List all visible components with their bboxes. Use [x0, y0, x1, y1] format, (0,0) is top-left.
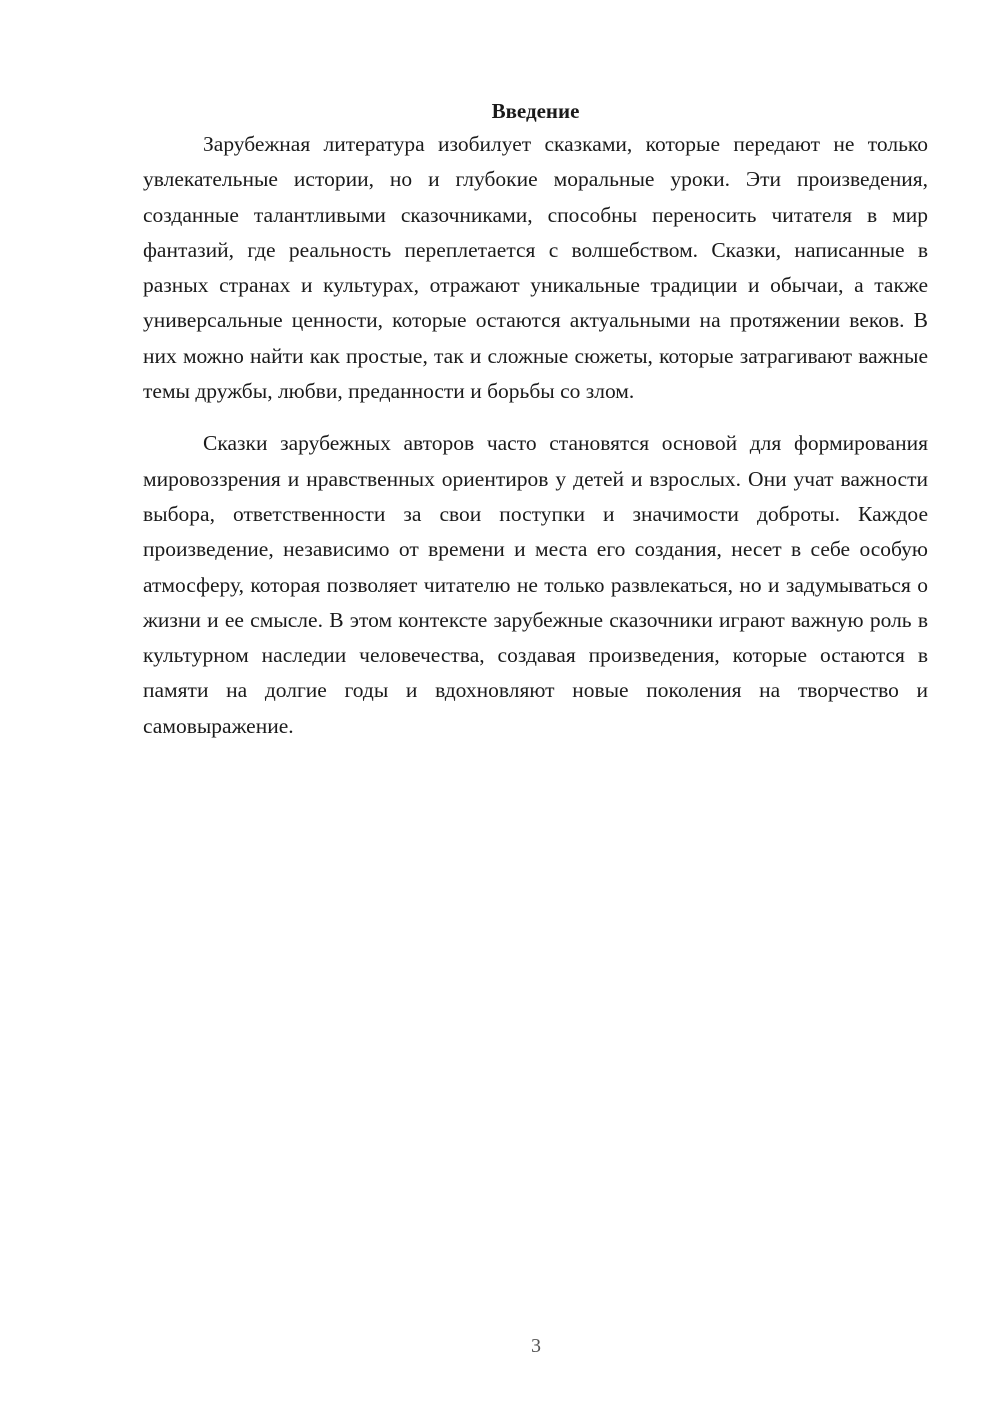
paragraph-1: Зарубежная литература изобилует сказками, которые передают не только увлекательные истории, но и глубокие моральные уроки. Эти произведения, созданные талантливыми сказочниками, способны переносить читателя в мир фантазий, где реальность переплетается с волшебством. Сказки, написанные в разных странах и культурах, отражают уникальные традиции и обычаи, а также универсальные ценности, которые остаются актуальными на протяжении веков. В них можно найти как простые, так и сложные сюжеты, которые затрагивают важные темы дружбы, любви, преданности и борьбы со злом.: [143, 132, 928, 404]
section-heading: Введение: [491, 99, 580, 123]
paragraph-2: Сказки зарубежных авторов часто становятся основой для формирования мировоззрения и нравственных ориентиров у детей и взрослых. Они учат важности выбора, ответственности за свои поступки и значимости доброты. Каждое произведение, независимо от времени и места его создания, несет в себе особую атмосферу, которая позволяет читателю не только развлекаться, но и задумываться о жизни и ее смысле. В этом контексте зарубежные сказочники играют важную роль в культурном наследии человечества, создавая произведения, которые остаются в памяти на долгие годы и вдохновляют новые поколения на творчество и самовыражение.: [143, 431, 928, 738]
page-content: [143, 95, 928, 744]
page-number: 3: [531, 1335, 541, 1357]
